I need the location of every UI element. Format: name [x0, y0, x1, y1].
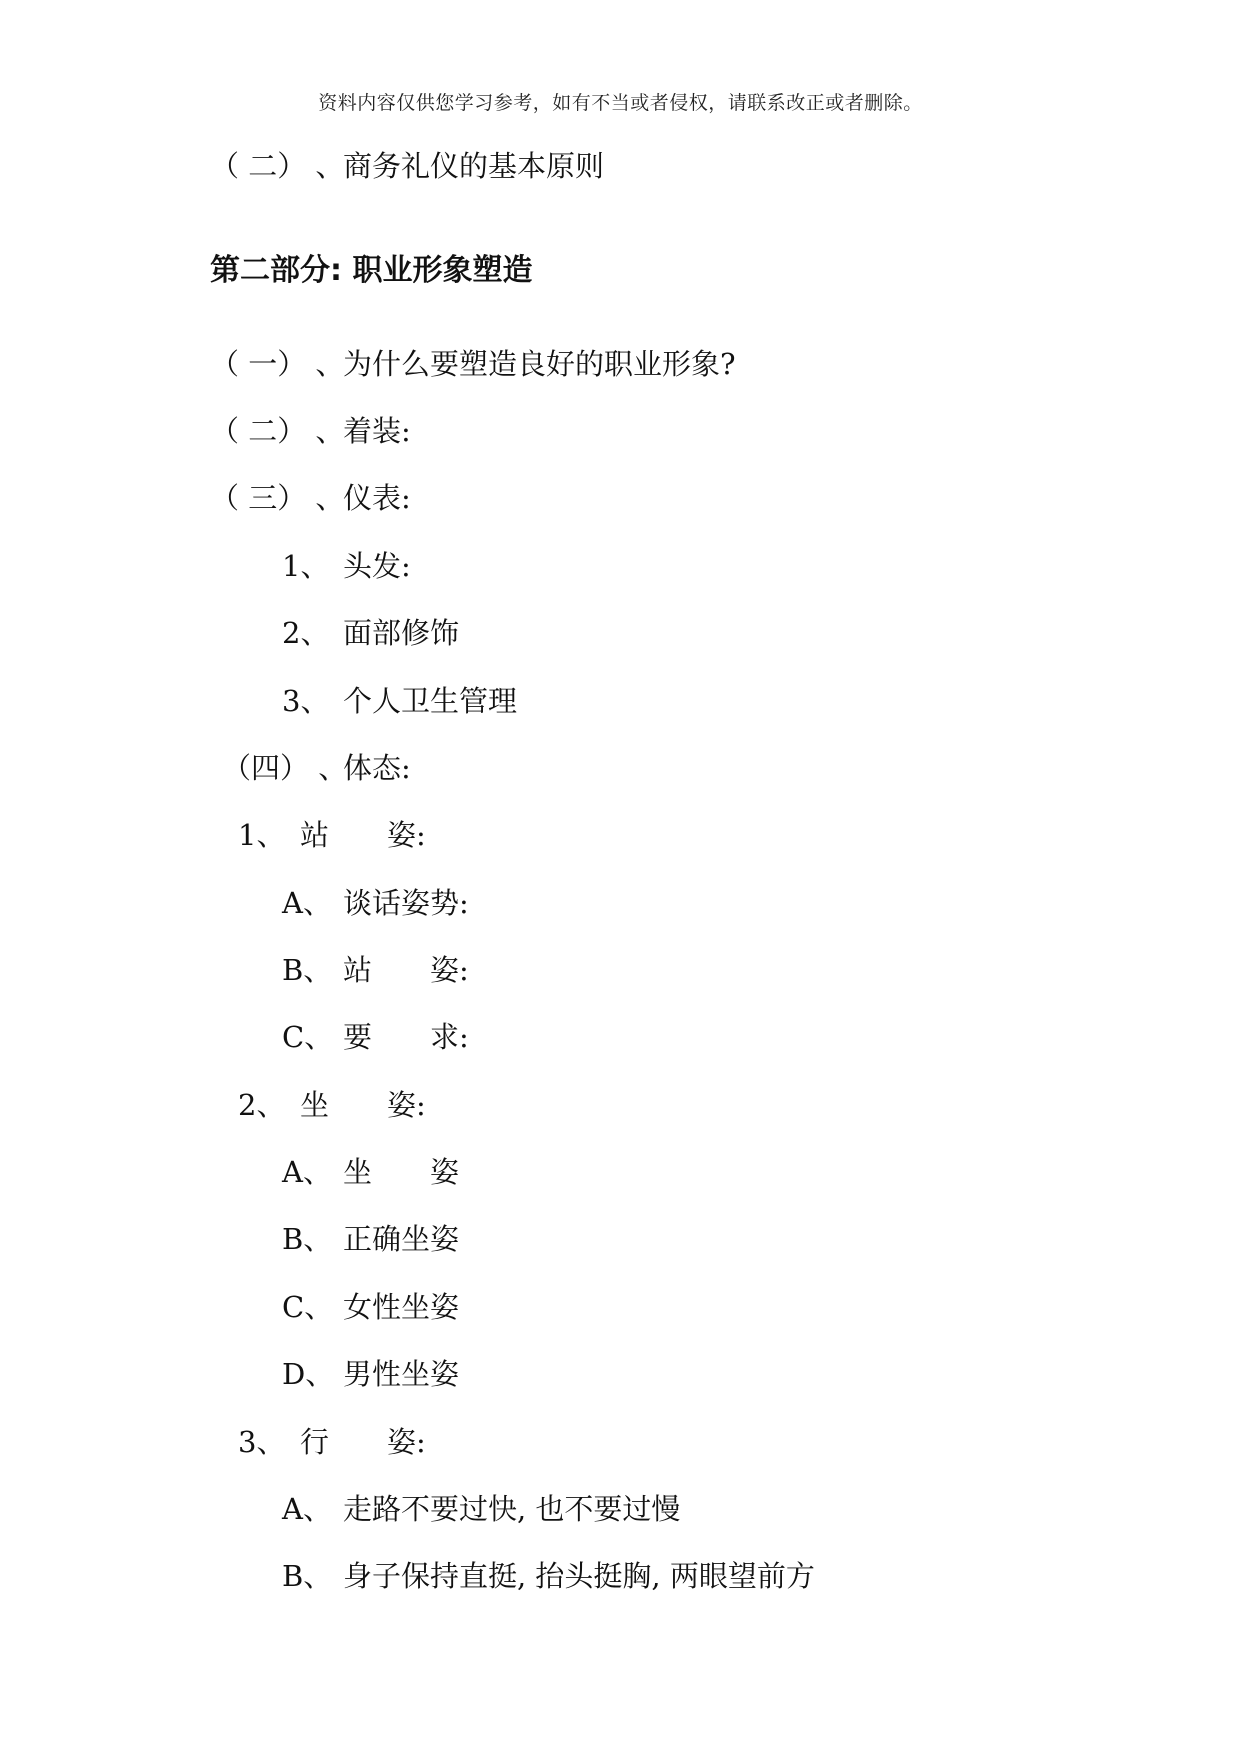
list-text: 女性坐姿	[343, 1290, 460, 1324]
list-item	[222, 750, 411, 786]
list-item	[282, 952, 469, 988]
list-text: 站 姿:	[343, 953, 469, 987]
list-marker: A、	[282, 1492, 332, 1526]
list-item	[238, 1424, 426, 1460]
list-marker: B、	[282, 953, 333, 987]
list-text: 仪表:	[343, 481, 411, 515]
list-marker: 1、	[238, 818, 286, 852]
list-marker: C、	[282, 1290, 334, 1324]
list-text: 男性坐姿	[343, 1357, 460, 1391]
list-text: 走路不要过快, 也不要过慢	[343, 1492, 681, 1526]
list-item	[282, 1289, 460, 1325]
list-item	[282, 1491, 681, 1527]
list-item	[238, 1087, 426, 1123]
list-text: 头发:	[343, 549, 411, 583]
list-marker: 1、	[282, 549, 330, 583]
list-item	[210, 346, 736, 382]
list-item	[282, 1154, 460, 1190]
list-text: 正确坐姿	[343, 1222, 460, 1256]
list-marker: 2、	[282, 616, 330, 650]
list-marker: （ 二） 、	[210, 149, 345, 183]
list-marker: （ 三） 、	[210, 481, 345, 515]
list-marker: B、	[282, 1559, 333, 1593]
list-text: 站 姿:	[300, 818, 426, 852]
copyright-note: 资料内容仅供您学习参考，如有不当或者侵权，请联系改正或者删除。	[318, 92, 923, 114]
list-marker: B、	[282, 1222, 333, 1256]
list-text: 行 姿:	[300, 1425, 426, 1459]
list-text: 坐 姿:	[300, 1088, 426, 1122]
list-item	[210, 480, 411, 516]
list-text: 身子保持直挺, 抬头挺胸, 两眼望前方	[343, 1559, 815, 1593]
list-text: 个人卫生管理	[343, 684, 518, 718]
list-item	[282, 1558, 815, 1594]
list-marker: （四） 、	[222, 751, 348, 785]
list-item	[282, 615, 460, 651]
list-marker: 3、	[238, 1425, 286, 1459]
list-item	[210, 413, 411, 449]
list-marker: 2、	[238, 1088, 286, 1122]
list-marker: C、	[282, 1020, 334, 1054]
list-marker: 3、	[282, 684, 330, 718]
list-item	[238, 817, 426, 853]
list-item	[282, 1356, 460, 1392]
list-item	[282, 548, 411, 584]
list-marker: A、	[282, 886, 332, 920]
list-marker: A、	[282, 1155, 332, 1189]
list-text: 要 求:	[343, 1020, 469, 1054]
list-item	[282, 1221, 460, 1257]
list-item	[282, 683, 518, 719]
list-marker: （ 一） 、	[210, 347, 345, 381]
list-text: 坐 姿	[343, 1155, 460, 1189]
list-marker: （ 二） 、	[210, 414, 345, 448]
list-text: 着装:	[343, 414, 411, 448]
section-heading: 第二部分: 职业形象塑造	[210, 253, 533, 288]
list-text: 谈话姿势:	[343, 886, 469, 920]
list-item	[282, 1019, 469, 1055]
list-item	[210, 148, 605, 184]
list-text: 体态:	[343, 751, 411, 785]
list-text: 面部修饰	[343, 616, 460, 650]
list-item	[282, 885, 469, 921]
list-text: 商务礼仪的基本原则	[343, 149, 605, 183]
list-text: 为什么要塑造良好的职业形象?	[343, 347, 736, 381]
list-marker: D、	[282, 1357, 335, 1391]
